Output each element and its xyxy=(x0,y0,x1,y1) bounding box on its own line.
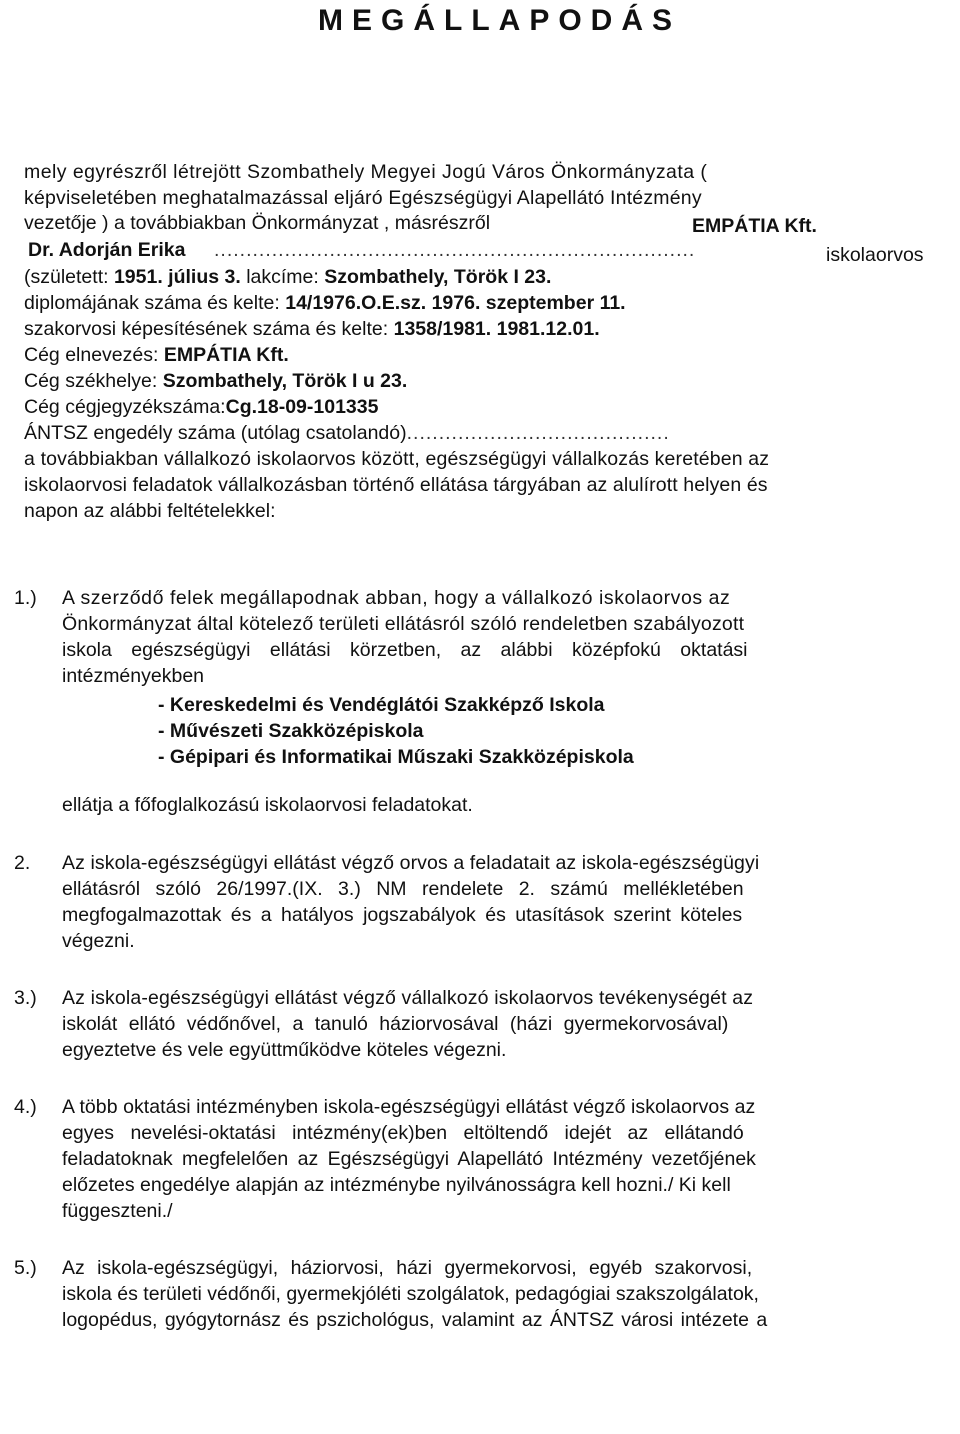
doctor-name: Dr. Adorján Erika xyxy=(28,239,186,261)
intro-line-1: mely egyrészről létrejött Szombathely Megyei Jogú Város Önkormányzata ( xyxy=(24,161,708,183)
birth-label: (született: xyxy=(24,266,114,288)
point-1-line-2: Önkormányzat által kötelező területi ellátásról szóló rendeletben szabályozott xyxy=(62,613,745,635)
specialist-value: 1358/1981. 1981.12.01. xyxy=(393,318,600,340)
point-1-line-3: iskola egészségügyi ellátási körzetben, az alábbi középfokú oktatási xyxy=(62,639,748,661)
point-3-number: 3.) xyxy=(14,987,37,1009)
point-4-line-2: egyes nevelési-oktatási intézmény(ek)ben eltöltendő idejét az ellátandó xyxy=(62,1122,744,1144)
point-4-line-1: A több oktatási intézményben iskola-egészségügyi ellátást végző iskolaorvos az xyxy=(62,1096,756,1118)
point-5-line-2: iskola és területi védőnői, gyermekjóléti szolgálatok, pedagógiai szakszolgálatok, xyxy=(62,1283,759,1305)
point-1-closing: ellátja a főfoglalkozású iskolaorvosi feladatokat. xyxy=(62,794,473,816)
point-5-line-1: Az iskola-egészségügyi, háziorvosi, házi gyermekorvosi, egyéb szakorvosi, xyxy=(62,1257,753,1279)
point-2-line-2: ellátásról szóló 26/1997.(IX. 3.) NM rendelete 2. számú mellékletében xyxy=(62,878,744,900)
document-title: MEGÁLLAPODÁS xyxy=(318,4,681,37)
registry-value: Cg.18-09-101335 xyxy=(225,396,379,418)
diploma-line xyxy=(24,291,626,315)
specialist-label: szakorvosi képesítésének száma és kelte: xyxy=(24,318,394,340)
school-item-3: - Gépipari és Informatikai Műszaki Szakközépiskola xyxy=(158,746,634,768)
point-2-line-4: végezni. xyxy=(62,930,135,952)
company-name-label: Cég elnevezés: xyxy=(24,344,164,366)
point-4-line-4: előzetes engedélye alapján az intézménybe nyilvánosságra kell hozni./ Ki kell xyxy=(62,1174,731,1196)
diploma-label: diplomájának száma és kelte: xyxy=(24,292,286,314)
company-name-value: EMPÁTIA Kft. xyxy=(163,344,289,366)
intro-line-13: iskolaorvosi feladatok vállalkozásban történő ellátása tárgyában az alulírott helyen és xyxy=(24,474,768,496)
point-5-line-3: logopédus, gyógytornász és pszichológus, valamint az ÁNTSZ városi intézete a xyxy=(62,1309,768,1331)
antsz-label: ÁNTSZ engedély száma (utólag csatolandó) xyxy=(24,422,407,444)
intro-line-2: képviseletében meghatalmazással eljáró Egészségügyi Alapellátó Intézmény xyxy=(24,187,702,209)
company-name-line xyxy=(24,343,289,367)
diploma-value: 14/1976.O.E.sz. 1976. szeptember 11. xyxy=(285,292,626,314)
doctor-dots: ........................................................................... xyxy=(214,239,696,261)
point-5-number: 5.) xyxy=(14,1257,37,1279)
birth-line xyxy=(24,265,551,289)
antsz-line xyxy=(24,421,670,445)
company-seat-label: Cég székhelye: xyxy=(24,370,163,392)
antsz-dots: ......................................... xyxy=(406,422,670,444)
birth-date: 1951. július 3. xyxy=(113,266,241,288)
intro-line-12: a továbbiakban vállalkozó iskolaorvos között, egészségügyi vállalkozás keretében az xyxy=(24,448,770,470)
point-4-line-5: függeszteni./ xyxy=(62,1200,173,1222)
registry-line xyxy=(24,395,378,419)
address-value: Szombathely, Török I 23. xyxy=(324,266,552,288)
doctor-role: iskolaorvos xyxy=(826,244,924,266)
point-3-line-3: egyeztetve és vele együttműködve köteles végezni. xyxy=(62,1039,507,1061)
intro-line-14: napon az alábbi feltételekkel: xyxy=(24,500,276,522)
company-name: EMPÁTIA Kft. xyxy=(692,215,817,237)
point-3-line-2: iskolát ellátó védőnővel, a tanuló háziorvosával (házi gyermekorvosával) xyxy=(62,1013,729,1035)
company-seat-value: Szombathely, Török I u 23. xyxy=(162,370,408,392)
point-4-number: 4.) xyxy=(14,1096,37,1118)
point-1-number: 1.) xyxy=(14,587,37,609)
registry-label: Cég cégjegyzékszáma: xyxy=(24,396,226,418)
company-seat-line xyxy=(24,369,407,393)
specialist-line xyxy=(24,317,600,341)
point-2-line-3: megfogalmazottak és a hatályos jogszabályok és utasítások szerint köteles xyxy=(62,904,743,926)
point-1-line-4: intézményekben xyxy=(62,665,205,687)
point-4-line-3: feladatoknak megfelelően az Egészségügyi Alapellátó Intézmény vezetőjének xyxy=(62,1148,756,1170)
point-1-line-1: A szerződő felek megállapodnak abban, hogy a vállalkozó iskolaorvos az xyxy=(62,587,731,609)
address-label: lakcíme: xyxy=(240,266,325,288)
point-2-line-1: Az iskola-egészségügyi ellátást végző orvos a feladatait az iskola-egészségügyi xyxy=(62,852,760,874)
school-item-1: - Kereskedelmi és Vendéglátói Szakképző Iskola xyxy=(158,694,605,716)
point-2-number: 2. xyxy=(14,852,31,874)
point-3-line-1: Az iskola-egészségügyi ellátást végző vállalkozó iskolaorvos tevékenységét az xyxy=(62,987,754,1009)
intro-line-3a: vezetője ) a továbbiakban Önkormányzat , másrészről xyxy=(24,212,491,234)
school-item-2: - Művészeti Szakközépiskola xyxy=(158,720,424,742)
